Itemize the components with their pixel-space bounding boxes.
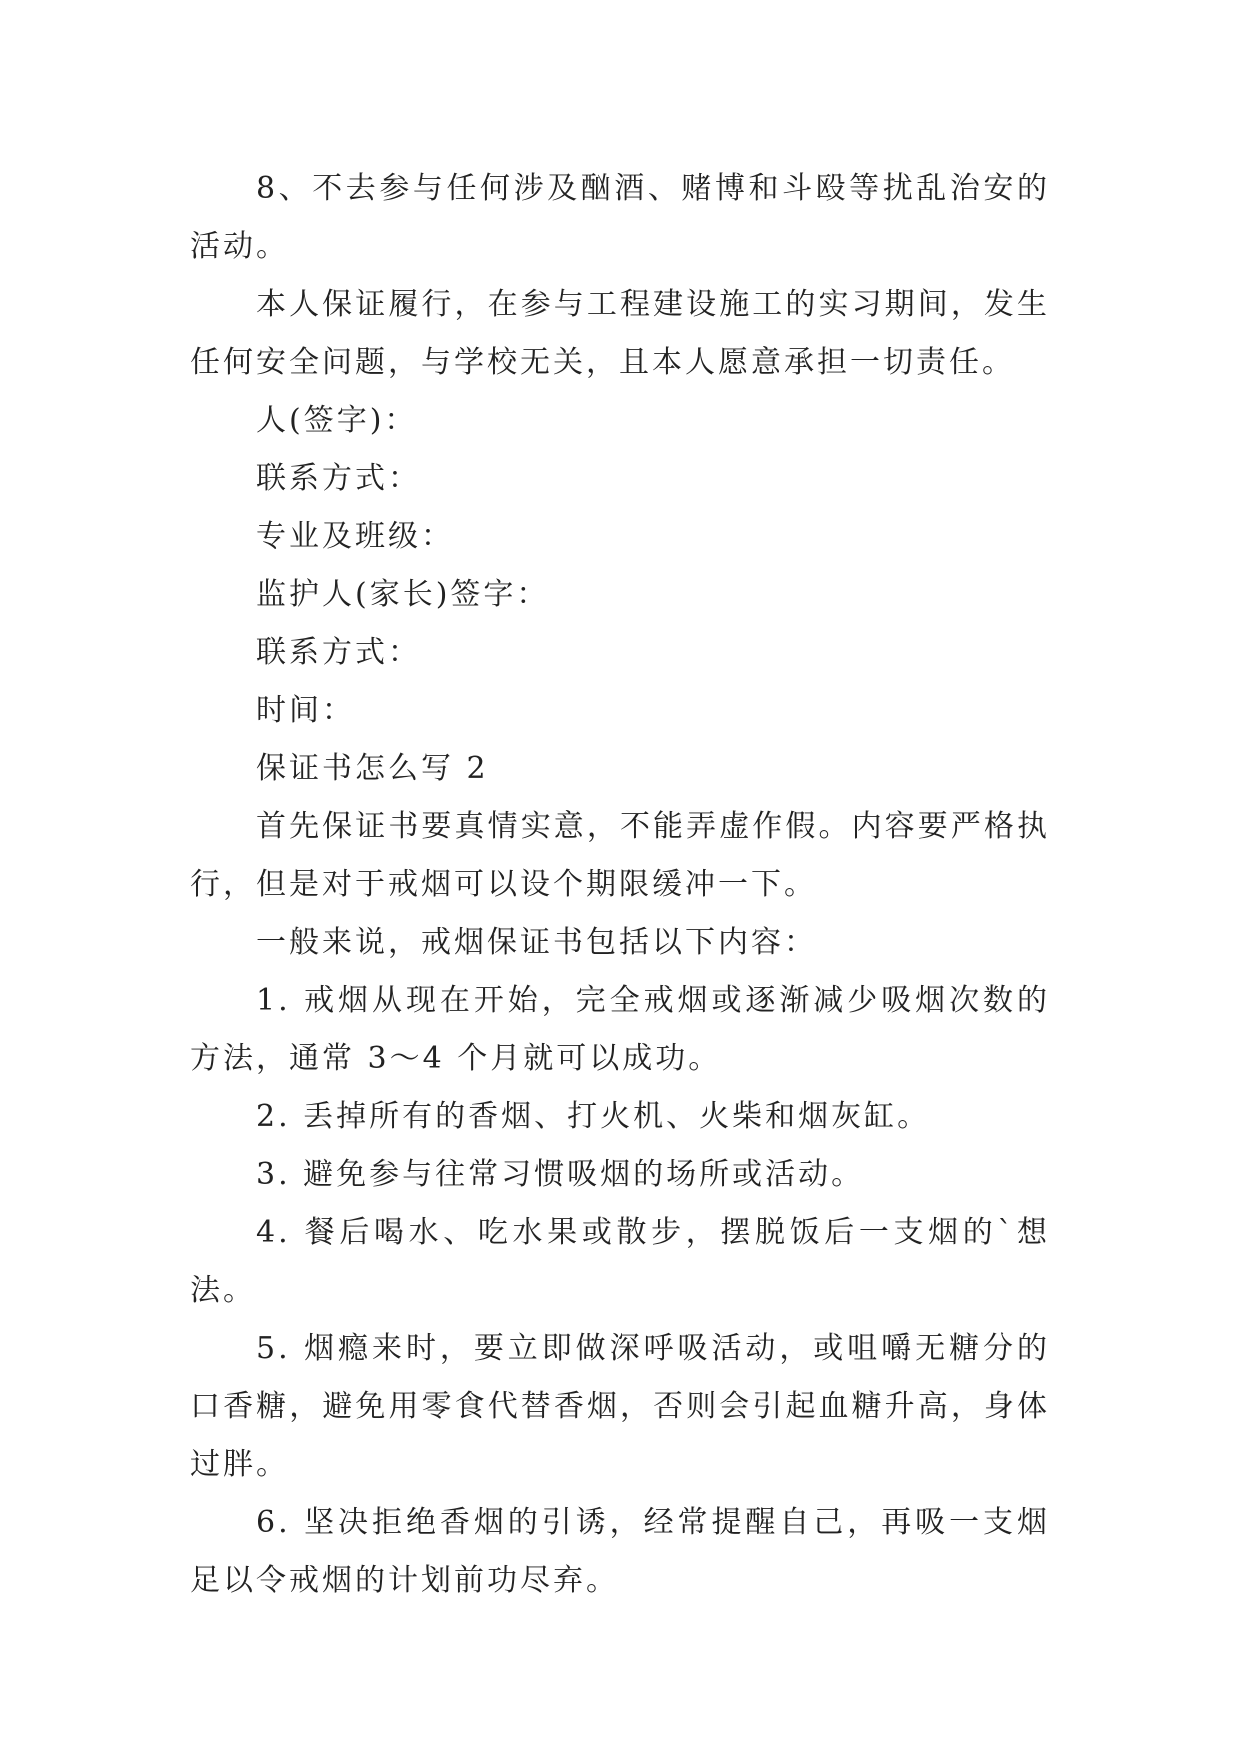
paragraph-item-8: 8、不去参与任何涉及酗酒、赌博和斗殴等扰乱治安的活动。 [190, 171, 1050, 264]
date-field-label: 时间： [256, 693, 355, 728]
pledge-statement: 本人保证履行，在参与工程建设施工的实习期间，发生任何安全问题，与学校无关，且本人愿意承担一切责任。 [190, 287, 1050, 380]
list-item-2: 2. 丢掉所有的香烟、打火机、火柴和烟灰缸。 [256, 1099, 931, 1134]
section-heading: 保证书怎么写 2 [256, 751, 489, 786]
list-item-6: 6. 坚决拒绝香烟的引诱，经常提醒自己，再吸一支烟足以令戒烟的计划前功尽弃。 [190, 1505, 1050, 1598]
signature-field-label: 人(签字)： [256, 403, 418, 438]
list-item-1: 1. 戒烟从现在开始，完全戒烟或逐渐减少吸烟次数的方法，通常 3～4 个月就可以成功。 [190, 983, 1050, 1076]
major-class-field-label: 专业及班级： [256, 519, 454, 554]
list-item-5: 5. 烟瘾来时，要立即做深呼吸活动，或咀嚼无糖分的口香糖，避免用零食代替香烟，否则会引起血糖升高，身体过胖。 [190, 1331, 1050, 1482]
list-item-4: 4. 餐后喝水、吃水果或散步，摆脱饭后一支烟的`想法。 [190, 1215, 1050, 1308]
guardian-contact-label: 联系方式： [256, 635, 421, 670]
intro-paragraph: 首先保证书要真情实意，不能弄虚作假。内容要严格执行，但是对于戒烟可以设个期限缓冲一下。 [190, 809, 1050, 902]
guardian-signature-label: 监护人(家长)签字： [256, 577, 550, 612]
document-body [190, 160, 1050, 1610]
contact-field-label: 联系方式： [256, 461, 421, 496]
list-item-3: 3. 避免参与往常习惯吸烟的场所或活动。 [256, 1157, 865, 1192]
content-summary: 一般来说，戒烟保证书包括以下内容： [256, 925, 817, 960]
